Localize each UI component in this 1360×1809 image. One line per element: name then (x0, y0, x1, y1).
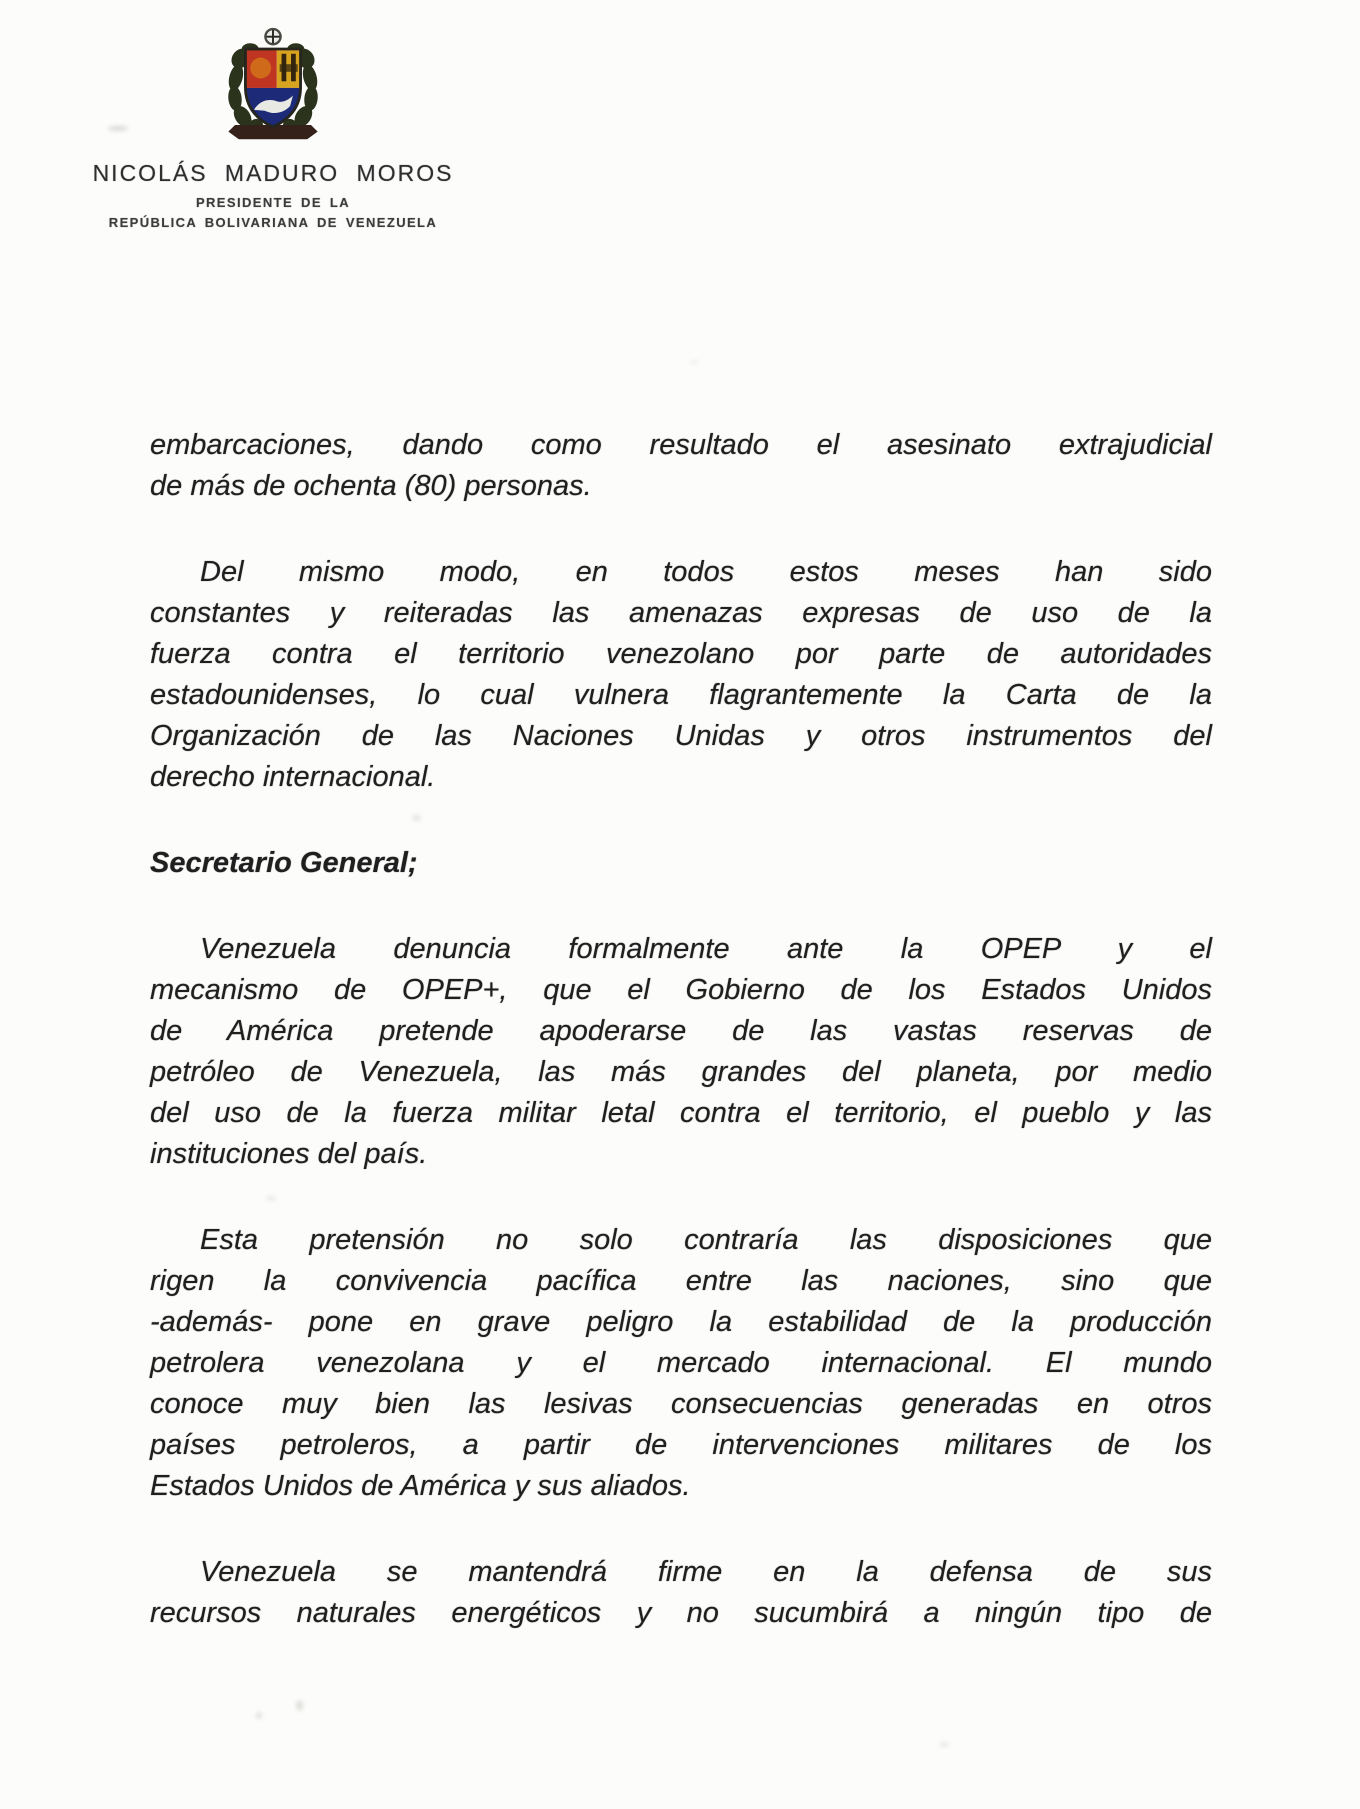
text-line: Secretario General; (150, 847, 418, 879)
text-line: estadounidenses, lo cual vulnera flagrantemente la Carta de la (150, 679, 1212, 711)
section-heading (150, 843, 1212, 884)
emblem-weapons (280, 64, 298, 72)
letterhead-name: NICOLÁS MADURO MOROS (92, 160, 454, 186)
text-line: instituciones del país. (150, 1138, 428, 1170)
letterhead-title-line-1: PRESIDENTE DE LA (195, 195, 351, 210)
letter-body (150, 425, 1212, 1679)
text-line: fuerza contra el territorio venezolano por parte de autoridades (150, 638, 1212, 670)
text-line: -además- pone en grave peligro la estabilidad de la producción (150, 1306, 1212, 1338)
text-line: Organización de las Naciones Unidas y otros instrumentos del (150, 720, 1212, 752)
text-line: mecanismo de OPEP+, que el Gobierno de los Estados Unidos (150, 974, 1212, 1006)
text-line: conoce muy bien las lesivas consecuencias generadas en otros (150, 1388, 1212, 1420)
text-line: petróleo de Venezuela, las más grandes del planeta, por medio (150, 1056, 1212, 1088)
text-line: embarcaciones, dando como resultado el asesinato extrajudicial (150, 429, 1212, 461)
text-line: Esta pretensión no solo contraría las disposiciones que (200, 1224, 1212, 1256)
scan-smudge (296, 1700, 303, 1711)
venezuela-coat-of-arms-icon (216, 26, 330, 148)
text-line: Estados Unidos de América y sus aliados. (150, 1470, 691, 1502)
text-line: petrolera venezolana y el mercado internacional. El mundo (150, 1347, 1212, 1379)
scan-smudge (266, 1196, 276, 1201)
text-line: del uso de la fuerza militar letal contra el territorio, el pueblo y las (150, 1097, 1212, 1129)
paragraph (150, 425, 1212, 507)
paragraph (150, 929, 1212, 1175)
emblem-wheat-sheaf (250, 58, 271, 79)
letterhead (90, 26, 456, 235)
text-line: países petroleros, a partir de intervenciones militares de los (150, 1429, 1212, 1461)
text-line: Venezuela denuncia formalmente ante la OPEP y el (200, 933, 1212, 965)
text-line: de más de ochenta (80) personas. (150, 470, 592, 502)
scan-smudge (690, 360, 698, 364)
text-line: constantes y reiteradas las amenazas expresas de uso de la (150, 597, 1212, 629)
text-line: Del mismo modo, en todos estos meses han sido (200, 556, 1212, 588)
scan-smudge (256, 1712, 262, 1719)
scan-smudge (108, 126, 128, 131)
scan-smudge (412, 815, 421, 821)
letterhead-title-line-2: REPÚBLICA BOLIVARIANA DE VENEZUELA (108, 215, 438, 230)
paragraph (150, 1552, 1212, 1634)
text-line: derecho internacional. (150, 761, 436, 793)
text-line: rigen la convivencia pacífica entre las naciones, sino que (150, 1265, 1212, 1297)
paragraph (150, 1220, 1212, 1507)
text-line: Venezuela se mantendrá firme en la defensa de sus (200, 1556, 1212, 1588)
text-line: recursos naturales energéticos y no sucumbirá a ningún tipo de (150, 1597, 1212, 1629)
paragraph (150, 552, 1212, 798)
scan-smudge (940, 1742, 949, 1747)
text-line: de América pretende apoderarse de las vastas reservas de (150, 1015, 1212, 1047)
